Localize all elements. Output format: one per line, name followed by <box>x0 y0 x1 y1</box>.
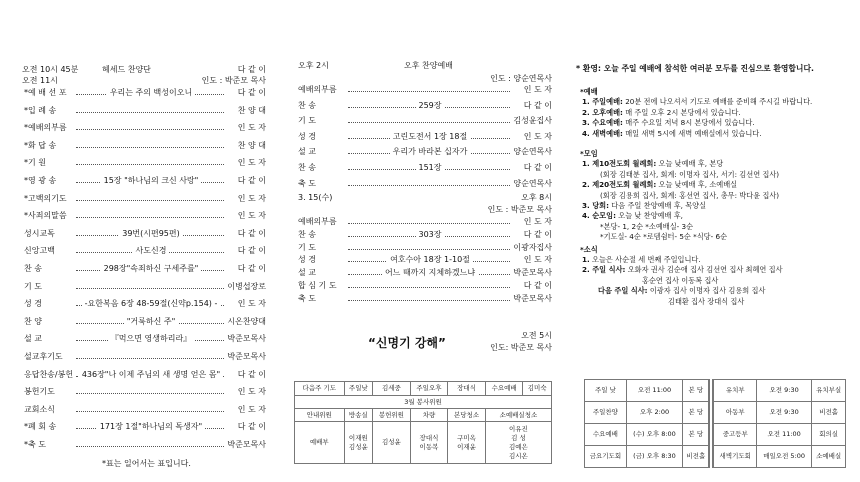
schedule-cell: 유치부실 <box>812 380 846 402</box>
order-row <box>292 178 554 190</box>
volunteer-month: 3월 봉사위원 <box>295 396 552 409</box>
row-role: 다 같 이 <box>523 281 552 290</box>
leader-dots <box>348 242 510 250</box>
worship-item-text: 매 주일 오후 2시 본당에서 있습니다. <box>625 107 741 117</box>
prayer-cell: 김미숙 <box>523 382 552 396</box>
order-row <box>18 157 268 169</box>
leader-dots <box>76 404 224 412</box>
schedule-row <box>585 380 846 402</box>
row-label: 찬 송 <box>298 229 316 239</box>
news-item-text: 김태환 집사 장대식 집사 <box>668 296 745 306</box>
meeting-detail: (회장 김용희 집사, 회계: 홍선연 집사, 총무: 박다윤 집사) <box>600 190 780 200</box>
row-role: 다 같 이 <box>237 176 266 185</box>
row-label: *폐 회 송 <box>24 422 57 432</box>
order-row <box>18 281 268 293</box>
duty-person: 예배부 <box>295 422 345 464</box>
row-role: 인 도 자 <box>237 299 266 309</box>
row-label: 예배의부름 <box>298 85 337 94</box>
row-role: 이병섭장로 <box>227 281 266 291</box>
row-content: 15장 "하나님의 크신 사랑" <box>76 175 226 187</box>
news-item <box>582 265 846 275</box>
order-row <box>292 293 554 305</box>
schedule-cell: 새벽기도회 <box>711 446 756 468</box>
schedule-cell: 본 당 <box>683 380 712 402</box>
leader-dots <box>348 216 510 224</box>
row-label: 기 도 <box>298 116 316 126</box>
prayer-cell: 김세중 <box>373 382 411 396</box>
leader-dots <box>348 280 510 288</box>
afternoon-and-wednesday <box>292 0 554 482</box>
order-row <box>18 105 268 117</box>
schedule-cell: 주일찬양 <box>585 402 627 424</box>
time-11: 오전 11시 <box>22 76 58 85</box>
schedule-table <box>584 379 846 468</box>
row-content: 171장 1절"하나님의 독생자" <box>76 421 226 433</box>
header-together: 다 같 이 <box>237 65 266 74</box>
worship-item <box>582 97 846 107</box>
schedule-cell: 아동부 <box>711 402 756 424</box>
meeting-detail: *본당- 1, 2순 *소예배실- 3순 <box>600 221 694 231</box>
row-content: 39번(시편95편) <box>76 228 226 240</box>
meeting-item-label: 1. 제10전도회 월례회: <box>582 159 657 169</box>
row-content: -요한복음 6장 48-59절(신약p.154) - <box>76 298 226 310</box>
prayer-cell: 주일오후 <box>410 382 448 396</box>
row-role: 다 같 이 <box>237 88 266 97</box>
meeting-item <box>582 201 846 211</box>
leader-dots <box>348 115 510 123</box>
news-item-text: 이광자 집사 이명자 집사 김용희 집사 <box>649 286 766 296</box>
order-row <box>18 404 268 416</box>
worship-item-label: 2. 오후예배: <box>582 107 623 117</box>
news-item-label: 1. <box>582 255 590 264</box>
row-label: 찬 양 <box>24 316 42 326</box>
morning-worship-order <box>18 0 268 482</box>
order-row <box>18 439 268 451</box>
sec2-time: 오후 8시 <box>521 193 552 202</box>
row-label: 성 경 <box>24 299 42 309</box>
row-label: 설 교 <box>298 268 316 278</box>
news-item <box>668 297 846 307</box>
order-row <box>292 84 554 96</box>
order-row <box>18 228 268 240</box>
schedule-cell: 오후 2:00 <box>626 402 682 424</box>
order-row <box>18 87 268 99</box>
duty-person: 이유진 김 성 김예은 김시온 <box>485 422 551 464</box>
row-role: 인 도 자 <box>237 211 266 221</box>
row-label: 찬 송 <box>24 264 42 273</box>
row-content: 151장 <box>348 162 512 174</box>
row-role: 찬 양 대 <box>237 105 266 115</box>
schedule-cell: 주일 낮 <box>585 380 627 402</box>
prayer-cell: 다음주 기도 <box>295 382 345 396</box>
leader-dots <box>348 293 510 301</box>
schedule-cell: 본 당 <box>683 402 712 424</box>
row-content: 어느 때까지 지체하겠느냐 <box>348 267 512 279</box>
row-content: 우리가 바라본 십자가 <box>348 146 512 158</box>
row-content: 우리는 주의 백성이오니 <box>76 87 226 99</box>
row-role: 다 같 이 <box>523 100 552 110</box>
row-label: 성 경 <box>298 131 316 141</box>
meeting-item <box>582 159 846 169</box>
worship-item-label: 1. 주일예배: <box>582 97 623 107</box>
row-role: 찬 양 대 <box>237 140 266 150</box>
worship-item <box>582 129 846 139</box>
volunteer-table <box>294 381 552 464</box>
news-item-text: 오늘은 사순절 세 번째 주일입니다. <box>592 255 701 264</box>
row-role: 다 같 이 <box>237 264 266 273</box>
order-row <box>292 254 554 266</box>
duty-header: 봉헌위원 <box>373 409 411 422</box>
row-label: *예 배 선 포 <box>24 88 67 97</box>
schedule-cell: (수) 오후 8:00 <box>626 424 682 446</box>
leader-dots <box>76 193 224 201</box>
row-label: 응답찬송/봉헌 <box>24 369 74 379</box>
row-content: 『먹으면 영생하리라』 <box>76 333 226 345</box>
row-role: 인 도 자 <box>237 123 266 133</box>
order-row <box>292 280 554 292</box>
order-row <box>18 421 268 433</box>
row-content: 259장 <box>348 100 512 112</box>
schedule-cell: 중고등부 <box>711 424 756 446</box>
row-role: 인 도 자 <box>237 193 266 203</box>
duty-header: 방송실 <box>344 409 373 422</box>
schedule-cell: 수요예배 <box>585 424 627 446</box>
row-label: 예배의부름 <box>298 217 337 226</box>
duty-header: 차량 <box>410 409 448 422</box>
row-label: 신앙고백 <box>24 246 55 256</box>
schedule-cell: 오전 9:30 <box>757 380 812 402</box>
row-role: 양순연목사 <box>513 178 552 188</box>
order-row <box>292 115 554 127</box>
worship-item-text: 매일 새벽 5시에 새벽 예배실에서 있습니다. <box>625 128 762 138</box>
prayer-cell: 장대식 <box>448 382 486 396</box>
row-content: "거룩하신 주" <box>76 316 226 328</box>
row-label: 설교후기도 <box>24 352 63 361</box>
duty-header: 본당청소 <box>448 409 486 422</box>
leader-dots <box>348 84 510 92</box>
worship-item-text: 20분 전에 나오셔서 기도로 예배를 준비해 주시길 바랍니다. <box>625 97 813 107</box>
order-row <box>292 229 554 241</box>
row-label: 성 경 <box>298 255 316 265</box>
order-row <box>18 386 268 398</box>
row-label: *축 도 <box>24 440 46 449</box>
row-label: *예배의부름 <box>24 123 67 133</box>
meeting-item <box>582 180 846 190</box>
row-label: 교회소식 <box>24 404 55 414</box>
sec1-leader: 인도 : 양순연목사 <box>490 74 552 83</box>
meeting-item-label: 4. 순모임: <box>582 211 616 221</box>
row-label: 봉헌기도 <box>24 387 55 397</box>
row-label: 찬 송 <box>298 163 316 172</box>
order-row <box>18 245 268 257</box>
schedule-cell: 회의실 <box>812 424 846 446</box>
row-role: 다 같 이 <box>523 229 552 239</box>
leader-dots <box>76 439 224 447</box>
order-row <box>18 175 268 187</box>
row-role: 김성윤집사 <box>513 116 552 126</box>
meeting-item-text: 다음 주일 찬양예배 후, 목양실 <box>611 201 707 210</box>
order-row <box>18 333 268 345</box>
row-label: 찬 송 <box>298 100 316 110</box>
row-role: 인 도 자 <box>523 131 552 141</box>
leader-dots <box>76 351 224 359</box>
order-row <box>292 267 554 279</box>
duty-person: 장대식 이동복 <box>410 422 448 464</box>
meeting-heading: *모임 <box>580 149 598 158</box>
meeting-detail: *기도실- 4순 *로뎀쉼터- 5순 *식당- 6순 <box>600 232 728 242</box>
news-item-text: 오화자 권사 김순애 집사 김선연 집사 최혜연 집사 <box>627 265 783 275</box>
order-row <box>18 316 268 328</box>
leader-dots <box>76 140 224 148</box>
row-role: 인 도 자 <box>237 387 266 397</box>
row-label: 설 교 <box>298 147 316 157</box>
row-label: 축 도 <box>298 178 316 188</box>
news-item-label: 2. 주일 식사: <box>582 265 626 275</box>
news-item <box>598 286 846 296</box>
row-role: 시온찬양대 <box>227 316 266 326</box>
duty-person: 이재원 김성윤 <box>344 422 373 464</box>
sec1-title: 오후 찬양예배 <box>404 61 453 70</box>
meeting-item-text: 오늘 낮 찬양예배 후, <box>618 211 683 221</box>
schedule-row <box>585 402 846 424</box>
row-content: 298장"속죄하신 구세주를" <box>76 263 226 275</box>
row-role: 이광자집사 <box>513 242 552 252</box>
order-row <box>18 140 268 152</box>
sec2-date: 3. 15(수) <box>298 193 333 202</box>
row-role: 박준모목사 <box>227 352 266 361</box>
order-row <box>18 122 268 134</box>
row-role: 인 도 자 <box>523 85 552 94</box>
schedule-cell: 비전홀 <box>812 402 846 424</box>
order-row <box>18 193 268 205</box>
meeting-item-label: 2. 제20전도회 월례회: <box>582 180 657 190</box>
order-row <box>292 216 554 228</box>
news-item-label: 다음 주일 식사: <box>598 286 648 296</box>
prayer-cell: 수요예배 <box>485 382 523 396</box>
order-row <box>18 351 268 363</box>
schedule-cell: 오전 11:00 <box>626 380 682 402</box>
row-label: 설 교 <box>24 334 42 344</box>
leader-dots <box>76 105 224 113</box>
row-label: *영 광 송 <box>24 176 57 185</box>
worship-item <box>582 118 846 128</box>
row-content: 고린도전서 1장 18절 <box>348 131 512 143</box>
order-row <box>18 369 268 381</box>
leader-dots <box>76 386 224 394</box>
row-label: *화 답 송 <box>24 140 57 150</box>
row-label: *사죄의말씀 <box>24 211 67 221</box>
sec3-title: “신명기 강해” <box>368 336 446 350</box>
leader-dots <box>76 157 224 165</box>
schedule-cell: 오전 9:30 <box>757 402 812 424</box>
order-row <box>18 210 268 222</box>
row-content: 303장 <box>348 229 512 241</box>
schedule-cell: 오전 11:00 <box>757 424 812 446</box>
row-role: 인 도 자 <box>237 158 266 168</box>
order-row <box>292 146 554 158</box>
row-role: 인 도 자 <box>523 255 552 265</box>
worship-item-text: 매주 수요일 저녁 8시 본당에서 있습니다. <box>625 118 755 128</box>
worship-item <box>582 108 846 118</box>
schedule-cell: 비전홀 <box>683 446 712 468</box>
row-role: 박준모목사 <box>227 440 266 449</box>
schedule-cell: 유치부 <box>711 380 756 402</box>
order-row <box>292 242 554 254</box>
schedule-row <box>585 446 846 468</box>
worship-item-label: 3. 수요예배: <box>582 118 623 128</box>
meeting-item-text: 오늘 낮예배 후, 본당 <box>658 159 724 169</box>
row-role: 인 도 자 <box>237 404 266 414</box>
worship-heading: *예배 <box>580 87 598 96</box>
row-content: 436장"나 이제 주님의 새 생명 얻은 몸" <box>76 369 226 381</box>
order-row <box>292 131 554 143</box>
duty-person: 구미옥 이재윤 <box>448 422 486 464</box>
schedule-cell: (금) 오후 8:30 <box>626 446 682 468</box>
row-role: 박준모목사 <box>513 293 552 303</box>
sec3-time: 오전 5시 <box>521 331 552 340</box>
row-label: 성시교독 <box>24 228 55 238</box>
row-label: *고백의기도 <box>24 193 67 203</box>
worship-item-label: 4. 새벽예배: <box>582 128 623 138</box>
welcome-text: * 환영: 오늘 주일 예배에 참석한 여러분 모두를 진심으로 환영합니다. <box>576 64 814 73</box>
row-label: 기 도 <box>298 242 316 252</box>
news-item <box>642 276 846 286</box>
row-label: *기 원 <box>24 158 46 168</box>
duty-header: 안내위원 <box>295 409 345 422</box>
row-content: 여호수아 18장 1-10절 <box>348 254 512 266</box>
schedule-cell: 본 당 <box>683 424 712 446</box>
row-label: 합 심 기 도 <box>298 281 337 290</box>
order-row <box>18 298 268 310</box>
schedule-cell: 금요기도회 <box>585 446 627 468</box>
order-row <box>292 162 554 174</box>
leader-dots <box>76 122 224 130</box>
leader-dots <box>76 210 224 218</box>
leader-dots <box>76 281 224 289</box>
row-content: 사도신경 <box>76 245 226 257</box>
row-label: *입 례 송 <box>24 105 57 115</box>
row-role: 다 같 이 <box>237 369 266 379</box>
news-heading: *소식 <box>580 244 598 254</box>
sec3-leader: 인도: 박준모 목사 <box>490 343 552 352</box>
leader-dots <box>348 178 510 186</box>
row-role: 다 같 이 <box>237 246 266 256</box>
standing-footnote: *표는 일어서는 표입니다. <box>102 459 191 468</box>
sec2-leader: 인도 : 박준모 목사 <box>487 205 552 214</box>
row-role: 다 같 이 <box>523 163 552 172</box>
announcements <box>576 0 846 482</box>
row-role: 양순연목사 <box>513 147 552 157</box>
meeting-detail: (회장 김태분 집사, 회계: 이명자 집사, 서기: 김선연 집사) <box>600 169 780 179</box>
schedule-cell: 매일오전 5:00 <box>757 446 812 468</box>
order-row <box>292 100 554 112</box>
duty-header: 소예배실청소 <box>485 409 551 422</box>
row-role: 다 같 이 <box>237 228 266 238</box>
prayer-cell: 주일낮 <box>344 382 373 396</box>
sec1-time: 오후 2시 <box>298 61 329 70</box>
row-label: 축 도 <box>298 293 316 303</box>
meeting-item-label: 3. 당회: <box>582 201 609 210</box>
meeting-item <box>582 211 846 221</box>
meeting-item-text: 오늘 낮예배 후, 소예배실 <box>658 180 738 190</box>
order-row <box>18 263 268 275</box>
time-10-45: 오전 10시 45분 <box>22 65 79 74</box>
row-role: 박준모목사 <box>227 334 266 344</box>
schedule-cell: 소예배실 <box>812 446 846 468</box>
schedule-row <box>585 424 846 446</box>
row-label: 기 도 <box>24 281 42 291</box>
row-role: 인 도 자 <box>523 217 552 226</box>
service-leader: 인도 : 박준모 목사 <box>201 76 266 85</box>
news-item-text: 홍순연 집사 이동복 집사 <box>642 275 719 285</box>
row-role: 박준모목사 <box>513 268 552 278</box>
choir-name: 헤세드 찬양단 <box>102 65 151 74</box>
row-role: 다 같 이 <box>237 422 266 432</box>
news-item <box>582 255 846 265</box>
duty-person: 김성윤 <box>373 422 411 464</box>
